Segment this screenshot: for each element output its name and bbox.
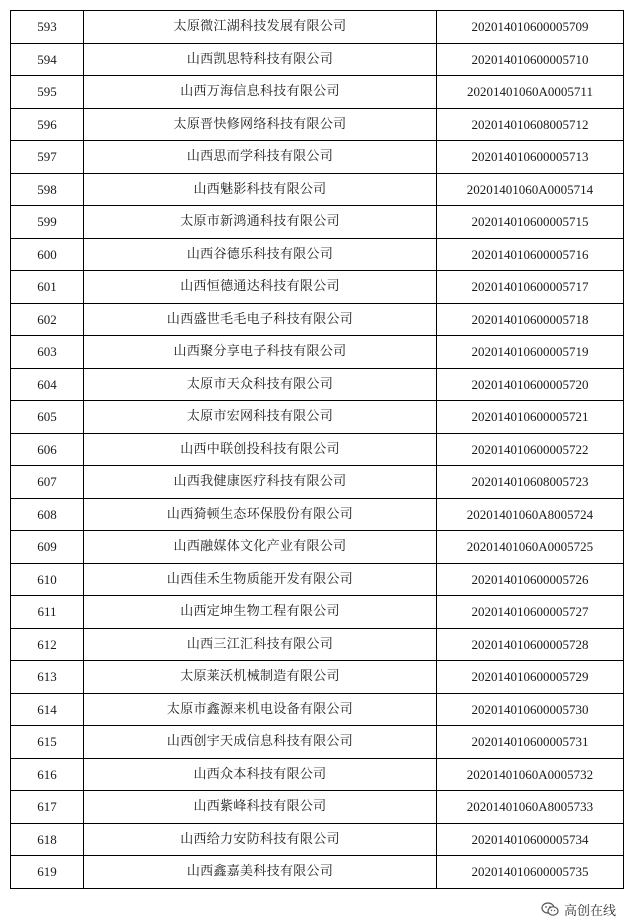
row-number: 609 (11, 531, 84, 564)
registration-code: 202014010600005710 (437, 43, 624, 76)
registration-code: 202014010600005719 (437, 336, 624, 369)
watermark-text: 高创在线 (563, 904, 616, 919)
registration-code: 20201401060A8005733 (437, 791, 624, 824)
company-name: 山西中联创投科技有限公司 (84, 433, 437, 466)
registration-code: 202014010600005726 (437, 563, 624, 596)
company-name: 山西三江汇科技有限公司 (84, 628, 437, 661)
company-name: 山西思而学科技有限公司 (84, 141, 437, 174)
row-number: 602 (11, 303, 84, 336)
company-name: 山西佳禾生物质能开发有限公司 (84, 563, 437, 596)
table-row (11, 11, 624, 44)
registration-code: 202014010600005728 (437, 628, 624, 661)
table-row (11, 141, 624, 174)
row-number: 617 (11, 791, 84, 824)
row-number: 608 (11, 498, 84, 531)
row-number: 601 (11, 271, 84, 304)
company-name: 山西猗顿生态环保股份有限公司 (84, 498, 437, 531)
company-name: 山西紫峰科技有限公司 (84, 791, 437, 824)
company-name: 山西定坤生物工程有限公司 (84, 596, 437, 629)
company-name: 太原微江湖科技发展有限公司 (84, 11, 437, 44)
company-name: 太原市鑫源来机电设备有限公司 (84, 693, 437, 726)
registration-code: 202014010600005730 (437, 693, 624, 726)
row-number: 607 (11, 466, 84, 499)
company-name: 山西给力安防科技有限公司 (84, 823, 437, 856)
registration-code: 202014010600005717 (437, 271, 624, 304)
company-name: 山西恒德通达科技有限公司 (84, 271, 437, 304)
table-row (11, 791, 624, 824)
row-number: 597 (11, 141, 84, 174)
company-name: 太原莱沃机械制造有限公司 (84, 661, 437, 694)
company-name: 太原晋快修网络科技有限公司 (84, 108, 437, 141)
row-number: 612 (11, 628, 84, 661)
registration-code: 202014010600005729 (437, 661, 624, 694)
registration-code: 202014010608005712 (437, 108, 624, 141)
table-row (11, 498, 624, 531)
registration-code: 202014010600005722 (437, 433, 624, 466)
table-row (11, 563, 624, 596)
company-name: 山西魅影科技有限公司 (84, 173, 437, 206)
table-row (11, 726, 624, 759)
table-row (11, 336, 624, 369)
row-number: 595 (11, 76, 84, 109)
watermark (538, 899, 619, 920)
row-number: 618 (11, 823, 84, 856)
registration-code: 202014010608005723 (437, 466, 624, 499)
company-name: 山西盛世毛毛电子科技有限公司 (84, 303, 437, 336)
company-name: 山西谷德乐科技有限公司 (84, 238, 437, 271)
table-row (11, 303, 624, 336)
registration-code: 202014010600005715 (437, 206, 624, 239)
table-row (11, 661, 624, 694)
company-name: 山西聚分享电子科技有限公司 (84, 336, 437, 369)
registration-code: 202014010600005720 (437, 368, 624, 401)
row-number: 615 (11, 726, 84, 759)
row-number: 599 (11, 206, 84, 239)
row-number: 610 (11, 563, 84, 596)
row-number: 603 (11, 336, 84, 369)
company-name: 山西创宇天成信息科技有限公司 (84, 726, 437, 759)
table-row (11, 823, 624, 856)
table-body (11, 11, 624, 889)
row-number: 605 (11, 401, 84, 434)
table-row (11, 43, 624, 76)
registration-code: 20201401060A0005714 (437, 173, 624, 206)
table-row (11, 108, 624, 141)
registration-code: 20201401060A8005724 (437, 498, 624, 531)
table-row (11, 693, 624, 726)
registration-code: 202014010600005716 (437, 238, 624, 271)
table-row (11, 401, 624, 434)
company-name: 太原市宏网科技有限公司 (84, 401, 437, 434)
registration-code: 202014010600005735 (437, 856, 624, 889)
wechat-icon (541, 902, 559, 917)
table-row (11, 173, 624, 206)
table-row (11, 206, 624, 239)
company-name: 山西凯思特科技有限公司 (84, 43, 437, 76)
registration-code: 202014010600005709 (437, 11, 624, 44)
table-row (11, 596, 624, 629)
table-row (11, 758, 624, 791)
company-name: 山西万海信息科技有限公司 (84, 76, 437, 109)
row-number: 606 (11, 433, 84, 466)
registration-code: 202014010600005718 (437, 303, 624, 336)
registration-code: 20201401060A0005732 (437, 758, 624, 791)
registration-code: 202014010600005734 (437, 823, 624, 856)
company-name: 太原市天众科技有限公司 (84, 368, 437, 401)
registration-code: 202014010600005727 (437, 596, 624, 629)
company-name: 山西我健康医疗科技有限公司 (84, 466, 437, 499)
row-number: 616 (11, 758, 84, 791)
row-number: 594 (11, 43, 84, 76)
company-name: 太原市新鸿通科技有限公司 (84, 206, 437, 239)
table-row (11, 76, 624, 109)
company-name: 山西鑫嘉美科技有限公司 (84, 856, 437, 889)
registration-code: 202014010600005731 (437, 726, 624, 759)
row-number: 598 (11, 173, 84, 206)
row-number: 611 (11, 596, 84, 629)
company-name: 山西融媒体文化产业有限公司 (84, 531, 437, 564)
table-row (11, 466, 624, 499)
table-row (11, 531, 624, 564)
row-number: 604 (11, 368, 84, 401)
company-name: 山西众本科技有限公司 (84, 758, 437, 791)
table-row (11, 856, 624, 889)
row-number: 600 (11, 238, 84, 271)
table-row (11, 433, 624, 466)
table-row (11, 271, 624, 304)
row-number: 614 (11, 693, 84, 726)
registration-code: 20201401060A0005711 (437, 76, 624, 109)
registration-code: 202014010600005721 (437, 401, 624, 434)
registration-code: 202014010600005713 (437, 141, 624, 174)
table-row (11, 368, 624, 401)
row-number: 619 (11, 856, 84, 889)
row-number: 613 (11, 661, 84, 694)
table-row (11, 628, 624, 661)
table-row (11, 238, 624, 271)
row-number: 596 (11, 108, 84, 141)
row-number: 593 (11, 11, 84, 44)
company-list-table (10, 10, 624, 889)
registration-code: 20201401060A0005725 (437, 531, 624, 564)
